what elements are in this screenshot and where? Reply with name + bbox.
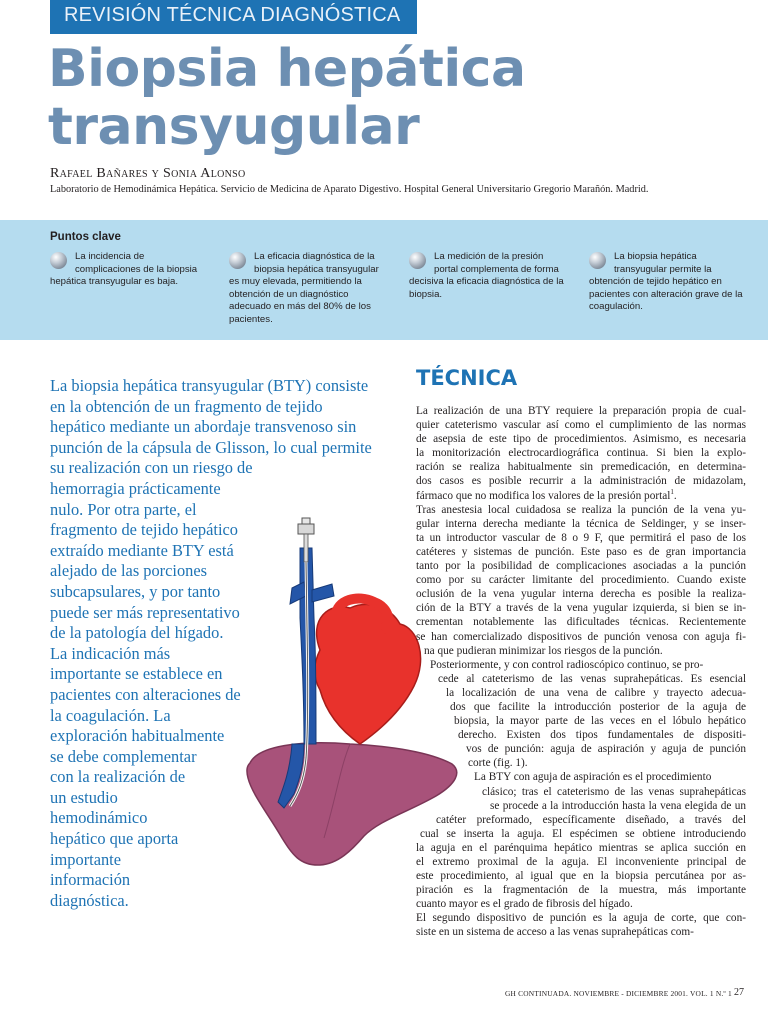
body-line	[416, 630, 746, 644]
intro-line: La indicación más	[50, 643, 171, 663]
body-line-text: oclusión de la vena yugular interna derecha es posible la realiza-	[416, 588, 746, 601]
key-point-item	[409, 251, 567, 301]
body-line-text: catéter preformado, específicamente diseñado, a través del	[436, 813, 746, 826]
body-line-text: El segundo dispositivo de punción es la aguja de corte, que con-	[416, 912, 746, 925]
key-point-item	[589, 251, 747, 314]
footnote-reference: 1	[670, 487, 674, 496]
body-line-text: fármaco que no modifica los valores de la presión portal	[416, 489, 671, 502]
body-line-text: crementan notablemente las dificultades técnicas. Recientemente	[416, 616, 746, 629]
body-line	[416, 672, 746, 686]
body-line-text: Tras anestesia local cuidadosa se realiza la punción de la vena yu-	[416, 503, 746, 516]
intro-line: punción de la cápsula de Glisson, lo cual permite	[50, 437, 372, 457]
key-point-text: La medición de la presión portal complementa de forma decisiva la eficacia diagnóstica de la biopsia.	[409, 251, 564, 300]
body-line-text: ración se realiza habitualmente sin premedicación, en determina-	[416, 461, 746, 474]
body-line-text: gular interna derecha mediante la técnica de Seldinger, y se inser-	[416, 517, 746, 530]
section-heading: TÉCNICA	[416, 366, 518, 390]
intro-line: exploración habitualmente	[50, 726, 225, 746]
intro-line: de la patología del hígado.	[50, 623, 224, 643]
intro-line: nulo. Por otra parte, el	[50, 499, 197, 519]
intro-line: extraído mediante BTY está	[50, 540, 234, 560]
intro-line: hepático que aporta	[50, 829, 179, 849]
body-line-text: corte (fig. 1).	[468, 757, 528, 770]
intro-line: se debe complementar	[50, 746, 197, 766]
body-line	[416, 925, 746, 939]
article-title: Biopsia hepática transyugular	[48, 39, 526, 157]
journal-footer: GH CONTINUADA. NOVIEMBRE - DICIEMBRE 2001. VOL. 1 N.º 1	[505, 989, 732, 998]
body-line-text: quier cateterismo vascular así como el cumplimiento de las normas	[416, 419, 746, 432]
body-line	[416, 545, 746, 559]
body-line-text: catéteres y sistemas de punción. Este paso es de gran importancia	[416, 545, 746, 558]
body-line	[416, 911, 746, 925]
intro-line: hemodinámico	[50, 808, 148, 828]
body-line-text: vos de punción: aguja de aspiración y aguja de punción	[466, 743, 746, 756]
key-point-item	[229, 251, 387, 327]
body-line	[416, 658, 746, 672]
body-line-text: la monitorización electrocardiográfica continua. Si bien la explo-	[416, 447, 746, 460]
body-line-text: como por su carácter limitante del procedimiento. Cuando existe	[416, 574, 746, 587]
body-line	[416, 785, 746, 799]
catheter-hub	[302, 518, 310, 524]
body-line	[416, 418, 746, 432]
body-line	[416, 897, 746, 911]
affiliation: Laboratorio de Hemodinámica Hepática. Servicio de Medicina de Aparato Digestivo. Hospital General Universitario Gregorio Marañón. Madrid.	[50, 184, 649, 195]
intro-line: importante se establece en	[50, 664, 223, 684]
intro-line: diagnóstica.	[50, 890, 129, 910]
intro-line: pacientes con alteraciones de	[50, 684, 241, 704]
body-line	[416, 615, 746, 629]
intro-line: la coagulación. La	[50, 705, 171, 725]
body-line	[416, 742, 746, 756]
sphere-bullet-icon	[409, 252, 426, 269]
intro-line: fragmento de tejido hepático	[50, 520, 238, 540]
body-line-text: la aguja en el parénquima hepático mientras se aplica succión en	[416, 841, 746, 854]
intro-line: información	[50, 870, 131, 890]
body-line	[416, 601, 746, 615]
body-line	[416, 841, 746, 855]
body-line-text: biopsia, la mayor parte de las veces en el lóbulo hepático	[454, 715, 746, 728]
body-line-text: na que pudieran minimizar los riesgos de la punción.	[424, 644, 663, 657]
body-line-text: La realización de una BTY requiere la preparación propia de cual-	[416, 405, 746, 417]
body-line	[416, 728, 746, 742]
body-line	[416, 474, 746, 488]
body-line	[416, 799, 746, 813]
sphere-bullet-icon	[50, 252, 67, 269]
body-line-text: cuanto mayor es el grado de fibrosis del hígado.	[416, 898, 633, 911]
body-line-text: ta un introductor vascular de 8 o 9 F, que permitirá el paso de los	[416, 531, 746, 544]
body-line	[416, 446, 746, 460]
body-line	[416, 531, 746, 545]
body-line-text: dos que facilite la introducción posterior de la aguja de	[450, 700, 746, 713]
body-line-text: la localización de una vena de calibre y trayecto adecua-	[446, 686, 746, 699]
intro-line: hepático mediante un abordaje transvenoso sin	[50, 417, 357, 437]
key-point-item	[50, 251, 208, 289]
sphere-bullet-icon	[229, 252, 246, 269]
body-line	[416, 503, 746, 517]
key-points-title: Puntos clave	[50, 231, 121, 243]
body-line-text: siste en un sistema de acceso a las venas suprahepáticas com-	[416, 926, 694, 939]
body-line	[416, 756, 746, 770]
intro-line: con la realización de	[50, 767, 186, 787]
body-line-text: piración es la fragmentación de la muestra, más importante	[416, 884, 746, 897]
body-line-text: de asepsia de este tipo de procedimientos. Asimismo, es necesaria	[416, 433, 746, 446]
body-line	[416, 644, 746, 658]
body-line-text: este procedimiento, al igual que en la biopsia percutánea por as-	[416, 870, 746, 883]
body-line-text: Posteriormente, y con control radioscópico continuo, se pro-	[430, 658, 704, 671]
intro-line: su realización con un riesgo de	[50, 458, 253, 478]
key-point-text: La incidencia de complicaciones de la biopsia hepática transyugular es baja.	[50, 251, 198, 288]
body-line-text: cual se inserta la aguja. El espécimen se obtiene introduciendo	[420, 827, 746, 840]
subclavian-branch	[312, 584, 334, 602]
body-line-text: ción de la BTY a través de la vena yugular izquierda, si bien se in-	[416, 602, 746, 615]
body-line: fármaco que no modifica los valores de la presión portal$^1$.	[416, 487, 677, 502]
body-line	[416, 827, 746, 841]
body-line-text: cede al cateterismo de las venas suprahepáticas. Es esencial	[438, 672, 746, 685]
body-line	[416, 573, 746, 587]
intro-line: alejado de las porciones	[50, 561, 208, 581]
intro-line: La biopsia hepática transyugular (BTY) consiste	[50, 376, 369, 395]
body-line-text: La BTY con aguja de aspiración es el procedimiento	[474, 771, 712, 784]
body-line	[416, 813, 746, 827]
body-line	[416, 770, 746, 784]
key-point-text: La biopsia hepática transyugular permite la obtención de tejido hepático en pacientes con alteración grave de la coagulación.	[589, 251, 743, 313]
body-line	[416, 404, 746, 418]
intro-line: en la obtención de un fragmento de tejido	[50, 396, 323, 416]
body-line-text: derecho. Existen dos tipos fundamentales de dispositi-	[458, 729, 746, 742]
body-line	[416, 869, 746, 883]
page-number: 27	[734, 987, 744, 998]
body-line-text: tanto por la posibilidad de complicaciones asociadas a la punción	[416, 560, 746, 573]
key-point-text: La eficacia diagnóstica de la biopsia hepática transyugular es muy elevada, permitiendo la obtención de un diagnóstico adecuado en más del 80% de los pacientes.	[229, 251, 379, 325]
authors: Rafael Bañares y Sonia Alonso	[50, 166, 246, 181]
catheter-sheath	[304, 534, 308, 562]
intro-line: hemorragia prácticamente	[50, 478, 221, 498]
body-line	[416, 517, 746, 531]
key-points-box	[0, 220, 768, 340]
body-line-text: el extremo proximal de la aguja. El inconveniente principal de	[416, 856, 746, 868]
intro-line: importante	[50, 849, 122, 869]
body-line	[416, 559, 746, 573]
body-line	[416, 686, 746, 700]
body-line-text: se procede a la introducción hasta la vena elegida de un	[490, 799, 746, 812]
body-line-text: dos casos es posible recurrir a la administración de midazolam,	[416, 475, 746, 488]
body-line-text: clásico; tras el cateterismo de las venas suprahepáticas	[482, 785, 746, 798]
body-line	[416, 587, 746, 601]
section-banner	[50, 0, 417, 34]
intro-line: un estudio	[50, 787, 118, 807]
body-line	[416, 883, 746, 897]
body-line	[416, 700, 746, 714]
section-label: REVISIÓN TÉCNICA DIAGNÓSTICA	[64, 4, 401, 26]
body-line	[416, 714, 746, 728]
body-line-text: se han comercializado dispositivos de punción venosa con aguja fi-	[416, 630, 746, 643]
sphere-bullet-icon	[589, 252, 606, 269]
body-text-column	[416, 404, 746, 940]
catheter-valve	[298, 524, 314, 534]
heart-shape	[315, 605, 421, 744]
intro-line: subcapsulares, y por tanto	[50, 581, 221, 601]
intro-line: puede ser más representativo	[50, 602, 240, 622]
body-line	[416, 855, 746, 869]
body-line	[416, 460, 746, 474]
body-line	[416, 432, 746, 446]
